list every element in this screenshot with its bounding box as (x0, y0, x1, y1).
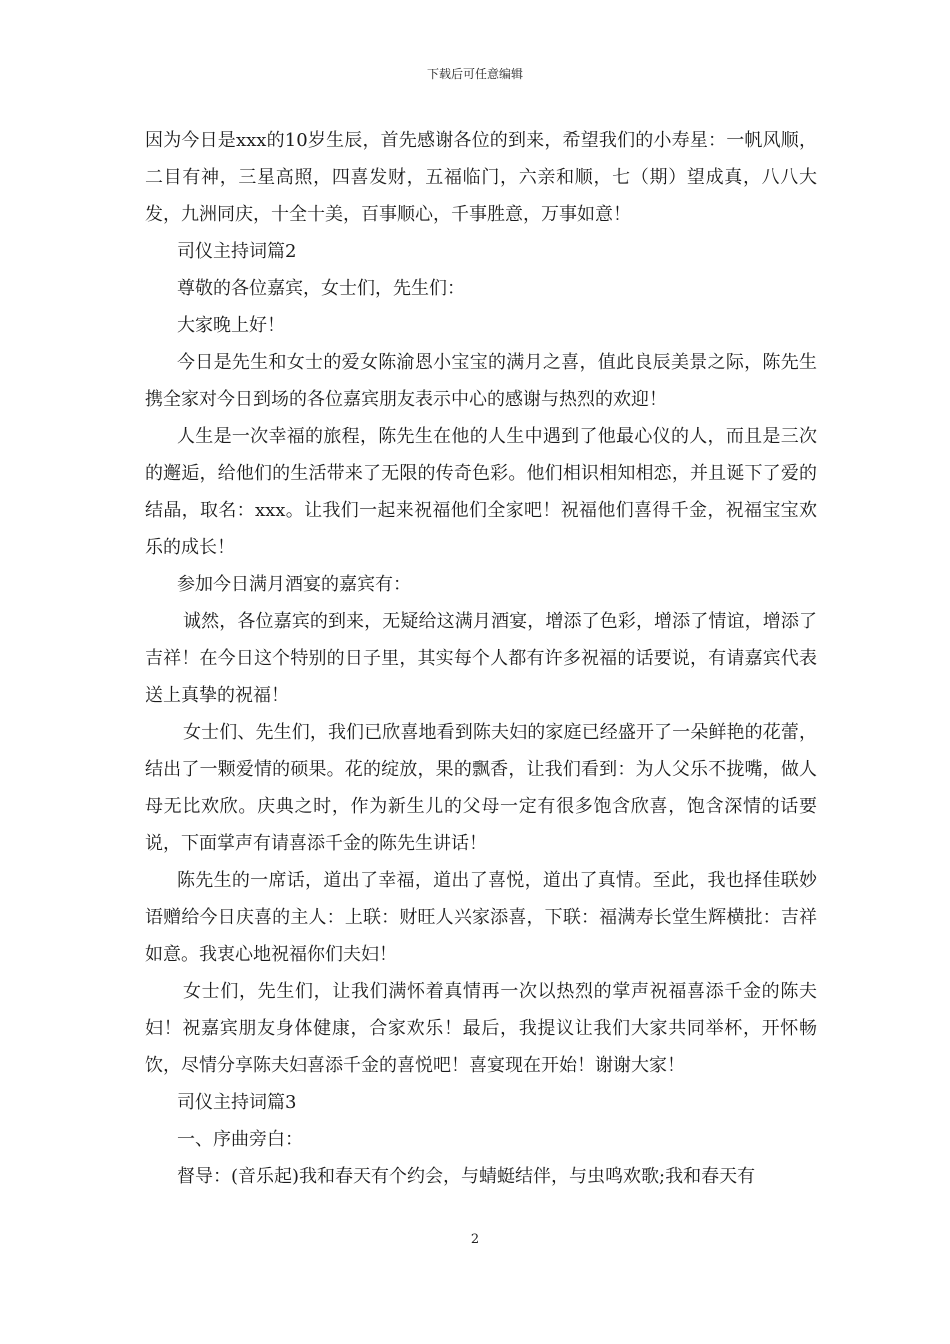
paragraph-guests-intro: 参加今日满月酒宴的嘉宾有： (177, 574, 411, 595)
document-body (145, 122, 817, 1195)
page-number: 2 (470, 1232, 480, 1247)
section-heading-3: 司仪主持词篇3 (177, 1092, 297, 1113)
paragraph-greeting: 尊敬的各位嘉宾，女士们，先生们： (177, 278, 465, 299)
paragraph-guest-blessing: 诚然，各位嘉宾的到来，无疑给这满月酒宴，增添了色彩，增添了情谊，增添了吉祥！在今日这个特别的日子里，其实每个人都有许多祝福的话要说，有请嘉宾代表送上真挚的祝福！ (145, 611, 817, 706)
paragraph-full-moon-celebration: 今日是先生和女士的爱女陈渝恩小宝宝的满月之喜，值此良辰美景之际，陈先生携全家对今日到场的各位嘉宾朋友表示中心的感谢与热烈的欢迎！ (145, 352, 817, 410)
paragraph-birthday-wishes: 因为今日是xxx的10岁生辰，首先感谢各位的到来，希望我们的小寿星：一帆风顺，二目有神，三星高照，四喜发财，五福临门，六亲和顺，七（期）望成真，八八大发，九洲同庆，十全十美，百事顺心，千事胜意，万事如意！ (145, 130, 817, 225)
paragraph-prelude-title: 一、序曲旁白： (177, 1129, 303, 1150)
paragraph-life-journey: 人生是一次幸福的旅程，陈先生在他的人生中遇到了他最心仪的人，而且是三次的邂逅，给他们的生活带来了无限的传奇色彩。他们相识相知相恋，并且诞下了爱的结晶，取名：xxx。让我们一起来祝福他们全家吧！祝福他们喜得千金，祝福宝宝欢乐的成长！ (145, 426, 817, 558)
paragraph-couplet: 陈先生的一席话，道出了幸福，道出了喜悦，道出了真情。至此，我也择佳联妙语赠给今日庆喜的主人：上联：财旺人兴家添喜，下联：福满寿长堂生辉横批：吉祥如意。我衷心地祝福你们夫妇！ (145, 870, 817, 965)
section-heading-2: 司仪主持词篇2 (177, 241, 297, 262)
page-header-note: 下载后可任意编辑 (426, 67, 523, 81)
paragraph-toast: 女士们，先生们，让我们满怀着真情再一次以热烈的掌声祝福喜添千金的陈夫妇！祝嘉宾朋友身体健康，合家欢乐！最后，我提议让我们大家共同举杯，开怀畅饮，尽情分享陈夫妇喜添千金的喜悦吧！喜宴现在开始！谢谢大家！ (145, 981, 817, 1076)
paragraph-parents-speech: 女士们、先生们，我们已欣喜地看到陈夫妇的家庭已经盛开了一朵鲜艳的花蕾，结出了一颗爱情的硕果。花的绽放，果的飘香，让我们看到：为人父乐不拢嘴，做人母无比欢欣。庆典之时，作为新生儿的父母一定有很多饱含欣喜，饱含深情的话要说，下面掌声有请喜添千金的陈先生讲话！ (145, 722, 817, 854)
paragraph-good-evening: 大家晚上好！ (177, 315, 285, 336)
paragraph-prelude-narration: 督导：(音乐起)我和春天有个约会，与蜻蜓结伴，与虫鸣欢歌;我和春天有 (177, 1166, 756, 1187)
